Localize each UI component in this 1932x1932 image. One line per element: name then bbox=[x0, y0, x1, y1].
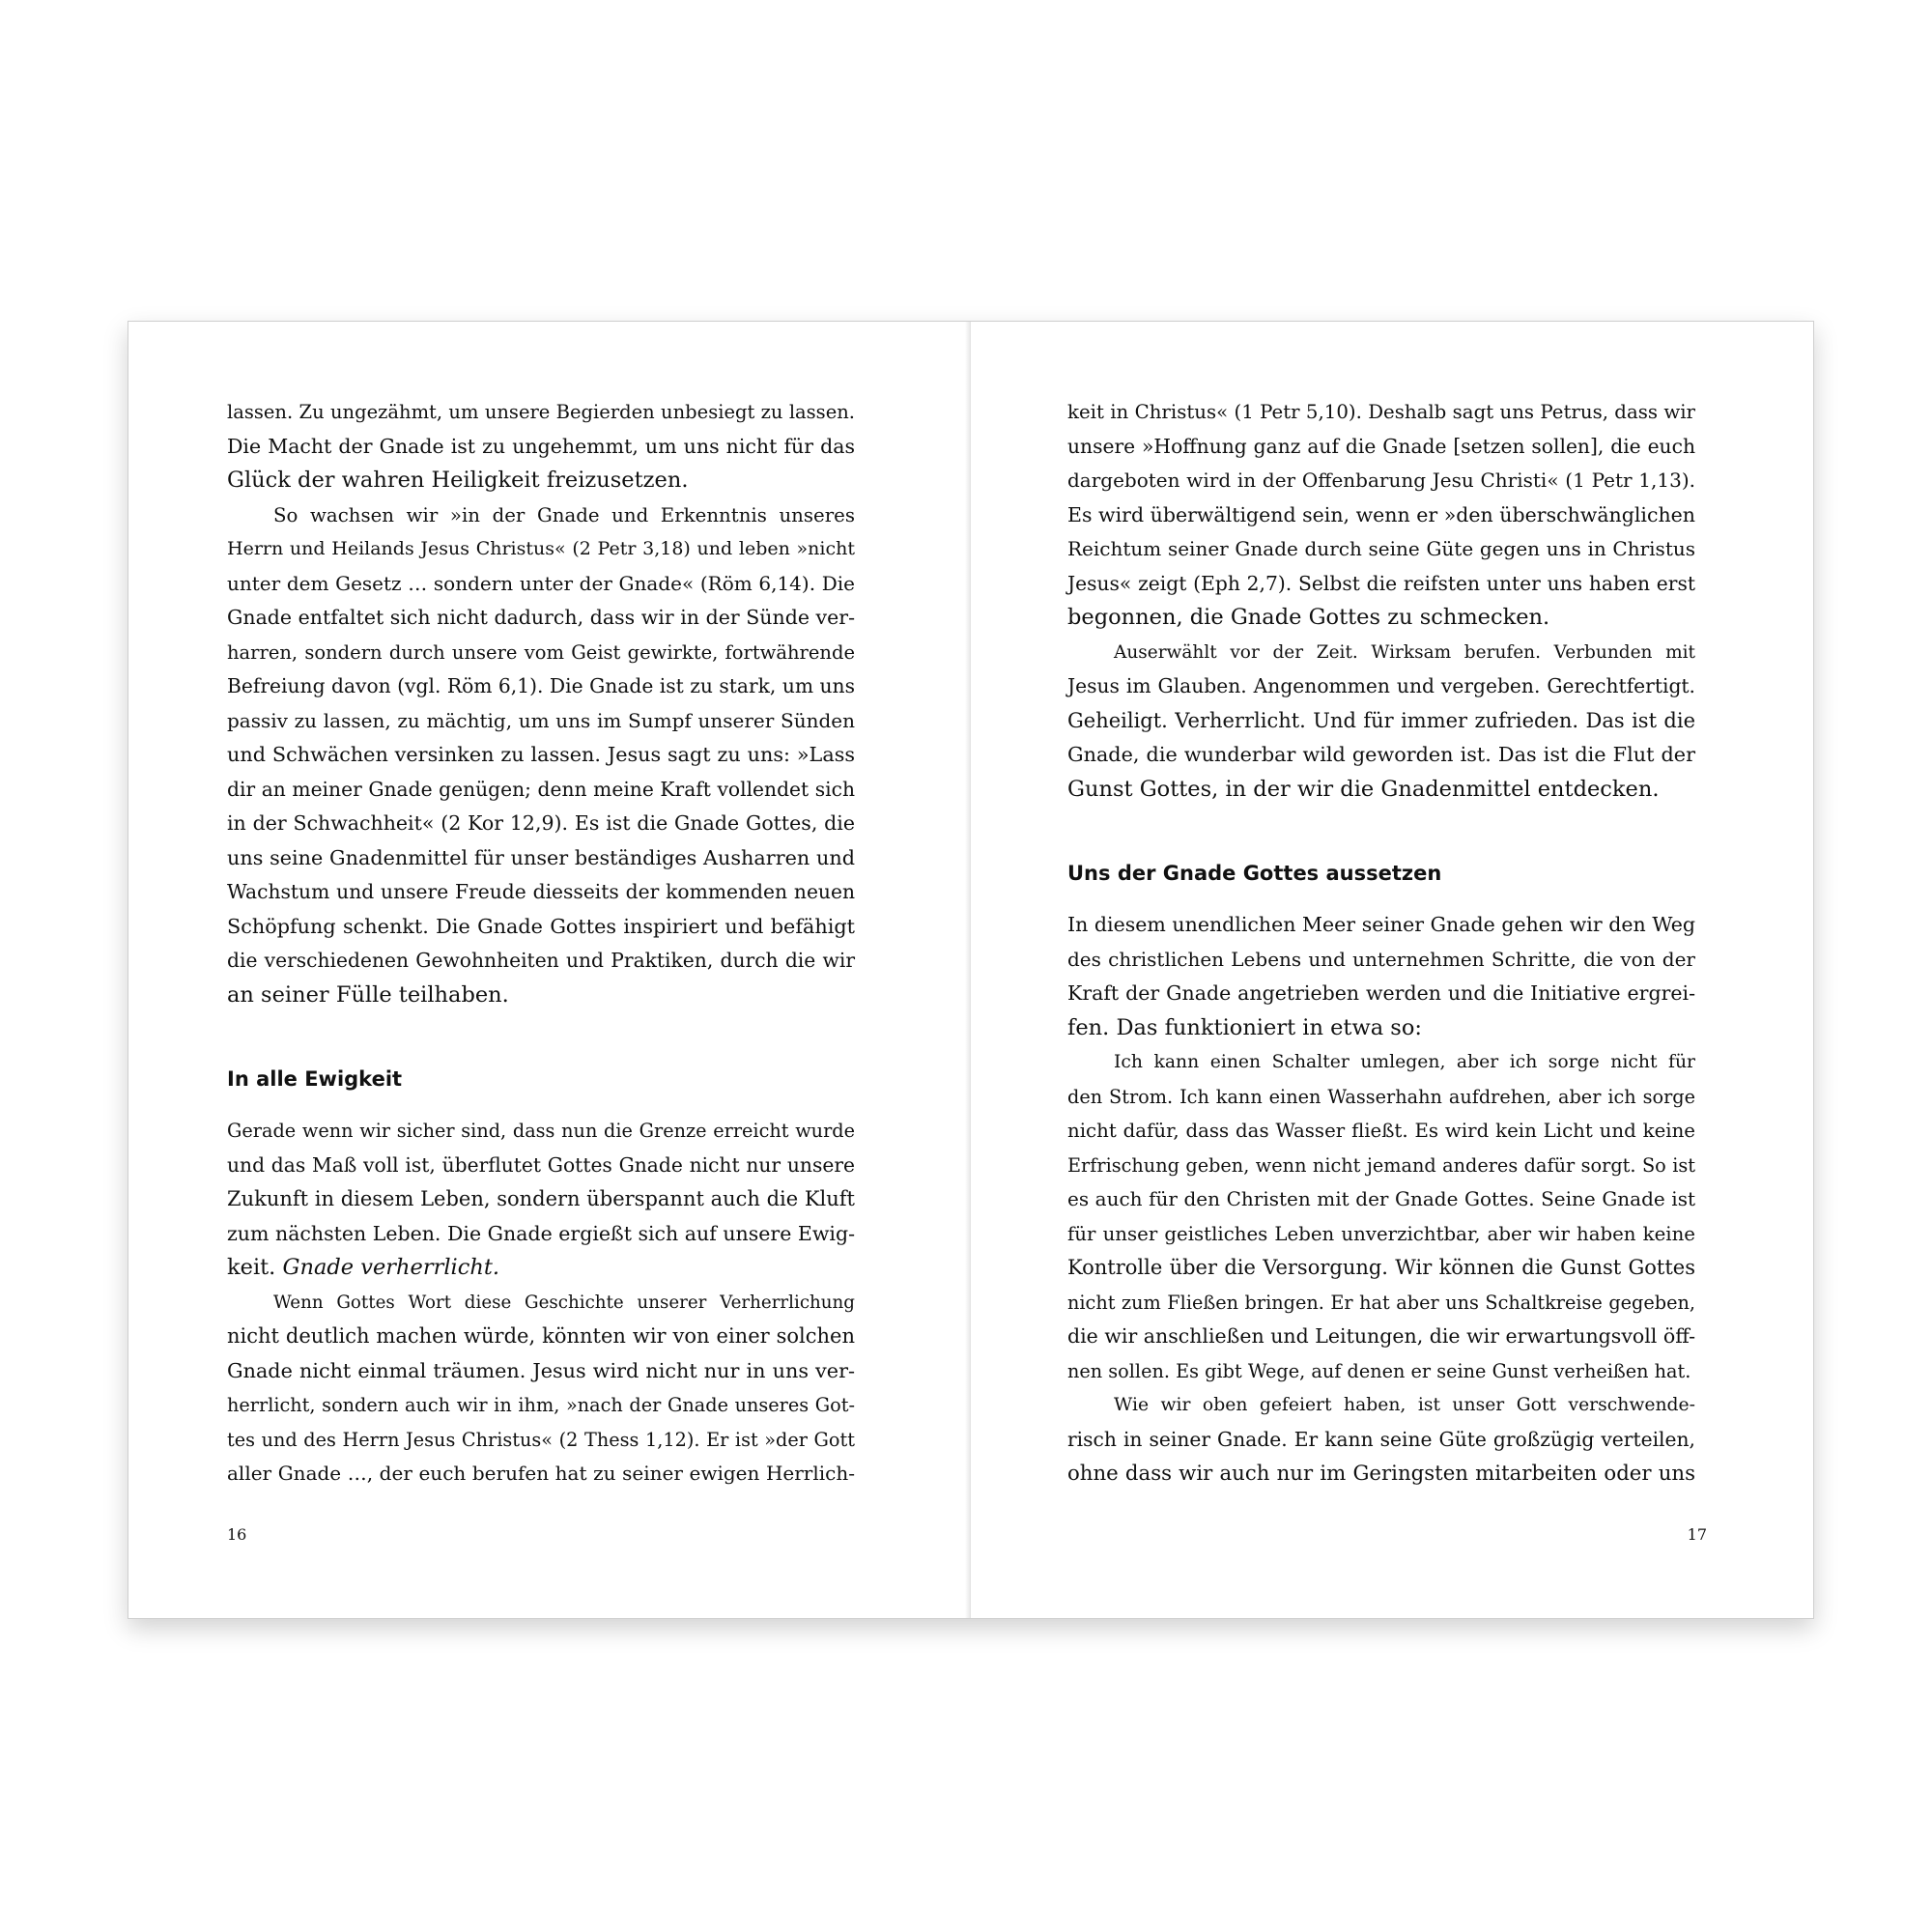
text-line: den Strom. Ich kann einen Wasserhahn aufdrehen, aber ich sorge bbox=[1067, 1085, 1695, 1108]
text-line: Wie wir oben gefeiert haben, ist unser Gott verschwende- bbox=[1114, 1395, 1695, 1415]
text-line: Schöpfung schenkt. Die Gnade Gottes inspiriert und befähigt bbox=[227, 914, 855, 938]
text-line: Zukunft in diesem Leben, sondern überspannt auch die Kluft bbox=[227, 1187, 855, 1210]
text-line: Befreiung davon (vgl. Röm 6,1). Die Gnade ist zu stark, um uns bbox=[227, 674, 855, 697]
paragraph bbox=[227, 395, 855, 498]
paragraph bbox=[1067, 1388, 1695, 1492]
text-line bbox=[227, 1251, 855, 1286]
text-line: Es wird überwältigend sein, wenn er »den überschwänglichen bbox=[1067, 502, 1695, 526]
paragraph bbox=[1067, 908, 1695, 1045]
text-line: Gnade entfaltet sich nicht dadurch, dass wir in der Sünde ver- bbox=[227, 606, 855, 629]
section-heading: In alle Ewigkeit bbox=[227, 1067, 403, 1091]
text-line: Jesus im Glauben. Angenommen und vergeben. Gerechtfertigt. bbox=[1067, 674, 1695, 697]
text-line: unsere »Hoffnung ganz auf die Gnade [setzen sollen], die euch bbox=[1067, 434, 1695, 458]
text-line: Gunst Gottes, in der wir die Gnadenmittel entdecken. bbox=[1067, 776, 1660, 802]
text-line: die verschiedenen Gewohnheiten und Praktiken, durch die wir bbox=[227, 949, 855, 972]
text-line: in der Schwachheit« (2 Kor 12,9). Es ist die Gnade Gottes, die bbox=[227, 811, 855, 835]
text-line: Wachstum und unsere Freude diesseits der kommenden neuen bbox=[227, 880, 855, 903]
text-line: nen sollen. Es gibt Wege, auf denen er seine Gunst verheißen hat. bbox=[1067, 1359, 1691, 1382]
text-line: keit in Christus« (1 Petr 5,10). Deshalb sagt uns Petrus, dass wir bbox=[1067, 401, 1695, 423]
text-line: lassen. Zu ungezähmt, um unsere Begierden unbesiegt zu lassen. bbox=[227, 401, 855, 423]
text-line: des christlichen Lebens und unternehmen Schritte, die von der bbox=[1067, 947, 1695, 971]
text-line: uns seine Gnadenmittel für unser beständiges Ausharren und bbox=[227, 845, 855, 869]
text-line: die wir anschließen und Leitungen, die wir erwartungsvoll öff- bbox=[1067, 1324, 1695, 1348]
text-line: Jesus« zeigt (Eph 2,7). Selbst die reifsten unter uns haben erst bbox=[1067, 571, 1695, 595]
text-line: an seiner Fülle teilhaben. bbox=[227, 981, 509, 1008]
text-line: für unser geistliches Leben unverzichtbar, aber wir haben keine bbox=[1067, 1222, 1695, 1245]
text-line: tes und des Herrn Jesus Christus« (2 Thess 1,12). Er ist »der Gott bbox=[227, 1428, 855, 1451]
text-line: Auserwählt vor der Zeit. Wirksam berufen. Verbunden mit bbox=[1114, 641, 1695, 663]
left-page-body bbox=[227, 395, 855, 1492]
text-line: zum nächsten Leben. Die Gnade ergießt sich auf unsere Ewig- bbox=[227, 1221, 855, 1245]
text-line: unter dem Gesetz … sondern unter der Gnade« (Röm 6,14). Die bbox=[227, 571, 855, 595]
text-line: nicht zum Fließen bringen. Er hat aber uns Schaltkreise gegeben, bbox=[1067, 1291, 1695, 1314]
text-line: fen. Das funktioniert in etwa so: bbox=[1067, 1014, 1422, 1040]
text-line: herrlicht, sondern auch wir in ihm, »nach der Gnade unseres Got- bbox=[227, 1394, 855, 1416]
text-line: Reichtum seiner Gnade durch seine Güte gegen uns in Christus bbox=[1067, 537, 1695, 560]
page-number: 17 bbox=[1687, 1525, 1707, 1544]
text-line: Herrn und Heilands Jesus Christus« (2 Petr 3,18) und leben »nicht bbox=[227, 538, 855, 559]
book-spread bbox=[128, 321, 1814, 1619]
text-run: keit. bbox=[227, 1255, 283, 1280]
text-line: passiv zu lassen, zu mächtig, um uns im Sumpf unserer Sünden bbox=[227, 708, 855, 732]
text-line: und das Maß voll ist, überflutet Gottes Gnade nicht nur unsere bbox=[227, 1152, 855, 1177]
text-line: ohne dass wir auch nur im Geringsten mitarbeiten oder uns bbox=[1067, 1462, 1695, 1486]
paragraph bbox=[227, 498, 855, 1013]
right-page-body bbox=[1067, 395, 1695, 1492]
text-line: So wachsen wir »in der Gnade und Erkenntnis unseres bbox=[273, 503, 855, 526]
text-line: Erfrischung geben, wenn nicht jemand anderes dafür sorgt. So ist bbox=[1067, 1153, 1695, 1177]
paragraph bbox=[227, 1114, 855, 1286]
text-line: harren, sondern durch unsere vom Geist gewirkte, fortwährende bbox=[227, 640, 855, 664]
text-line: Kraft der Gnade angetrieben werden und die Initiative ergrei- bbox=[1067, 981, 1695, 1005]
right-page bbox=[971, 322, 1813, 1618]
left-page bbox=[128, 322, 971, 1618]
text-line: nicht deutlich machen würde, könnten wir von einer solchen bbox=[227, 1324, 855, 1348]
text-line: Wenn Gottes Wort diese Geschichte unserer Verherrlichung bbox=[273, 1292, 855, 1313]
text-line: Die Macht der Gnade ist zu ungehemmt, um uns nicht für das bbox=[227, 434, 855, 458]
paragraph bbox=[1067, 636, 1695, 808]
paragraph bbox=[1067, 395, 1695, 636]
italic-emphasis: Gnade verherrlicht. bbox=[282, 1255, 500, 1280]
text-line: aller Gnade …, der euch berufen hat zu seiner ewigen Herrlich- bbox=[227, 1462, 855, 1485]
text-line: Glück der wahren Heiligkeit freizusetzen. bbox=[227, 468, 689, 493]
text-line: Gnade nicht einmal träumen. Jesus wird nicht nur in uns ver- bbox=[227, 1358, 855, 1382]
text-line: dir an meiner Gnade genügen; denn meine Kraft vollendet sich bbox=[227, 777, 855, 801]
page-number: 16 bbox=[227, 1525, 247, 1544]
paragraph bbox=[1067, 1045, 1695, 1388]
section-heading: Uns der Gnade Gottes aussetzen bbox=[1067, 862, 1442, 885]
text-line: dargeboten wird in der Offenbarung Jesu Christi« (1 Petr 1,13). bbox=[1067, 469, 1695, 492]
text-line: es auch für den Christen mit der Gnade Gottes. Seine Gnade ist bbox=[1067, 1187, 1695, 1210]
text-line: In diesem unendlichen Meer seiner Gnade gehen wir den Weg bbox=[1067, 913, 1695, 936]
text-line: begonnen, die Gnade Gottes zu schmecken. bbox=[1067, 605, 1550, 630]
text-line: Kontrolle über die Versorgung. Wir können die Gunst Gottes bbox=[1067, 1256, 1695, 1279]
text-line: Ich kann einen Schalter umlegen, aber ich sorge nicht für bbox=[1114, 1052, 1695, 1072]
paragraph bbox=[227, 1286, 855, 1492]
text-line: Gnade, die wunderbar wild geworden ist. Das ist die Flut der bbox=[1067, 743, 1695, 766]
text-line: Gerade wenn wir sicher sind, dass nun die Grenze erreicht wurde bbox=[227, 1120, 855, 1142]
text-line: und Schwächen versinken zu lassen. Jesus sagt zu uns: »Lass bbox=[227, 743, 855, 766]
text-line: Geheiligt. Verherrlicht. Und für immer zufrieden. Das ist die bbox=[1067, 708, 1695, 732]
text-line: nicht dafür, dass das Wasser fließt. Es wird kein Licht und keine bbox=[1067, 1120, 1695, 1142]
text-line: risch in seiner Gnade. Er kann seine Güte großzügig verteilen, bbox=[1067, 1427, 1695, 1451]
